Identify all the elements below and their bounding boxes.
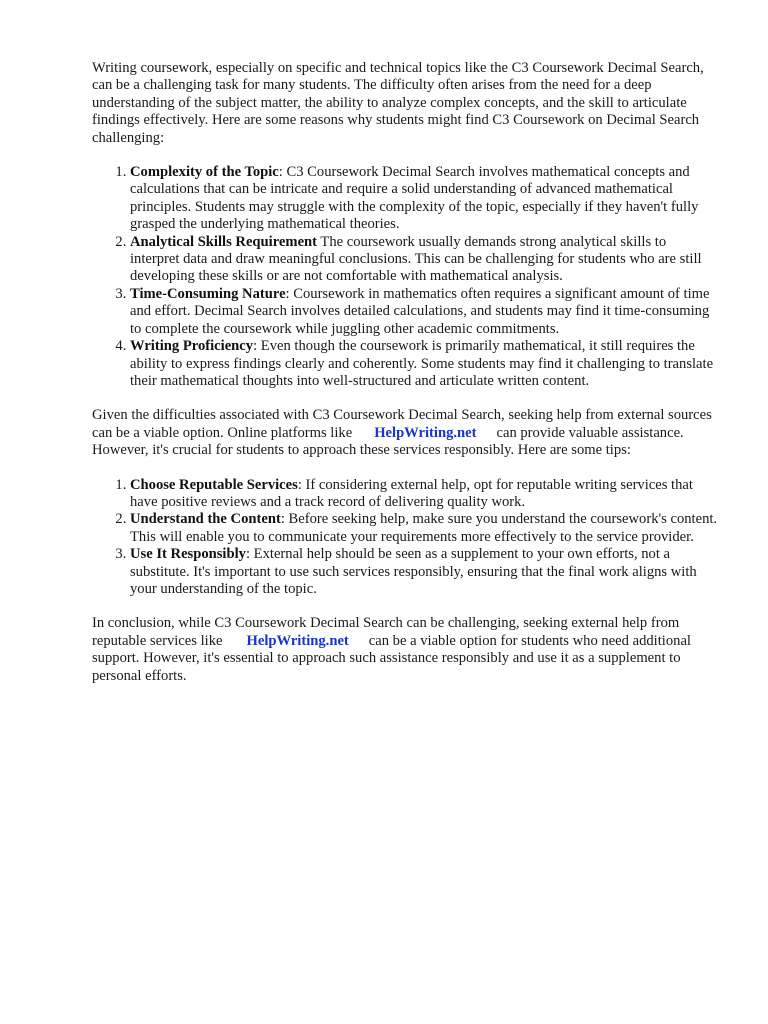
list-item [130,338,718,390]
tip-title: Use It Responsibly [130,546,246,563]
reason-text: : Even though the coursework is primarily mathematical, it still requires the ability to express findings clearly and coherently. Some students may find it challenging to translate their mathematical thoughts into well-structured and articulate written content. [130,338,714,389]
list-item [130,234,718,286]
middle-text-before: Given the difficulties associated with C3 Coursework Decimal Search, seeking help from external sources can be a viable option. Online platforms like [92,407,712,441]
intro-paragraph: Writing coursework, especially on specific and technical topics like the C3 Coursework Decimal Search, can be a challenging task for many students. The difficulty often arises from the need for a deep understanding of the subject matter, the ability to analyze complex concepts, and the skill to articulate findings effectively. Here are some reasons why students might find C3 Coursework on Decimal Search challenging: [92,60,704,146]
reason-text: : Coursework in mathematics often requires a significant amount of time and effort. Decimal Search involves detailed calculations, and students may find it time-consuming to complete the coursework while juggling other academic commitments. [130,285,710,337]
reason-title: Writing Proficiency [130,338,254,355]
document-page [92,60,718,702]
conclusion-text-after: can be a viable option for students who need additional support. However, it's essential to approach such assistance responsibly and use it as a supplement to personal efforts. [92,632,691,684]
tips-list [92,477,718,599]
list-item [130,546,718,598]
tip-title: Choose Reputable Services [130,476,298,493]
tip-text: : External help should be seen as a supplement to your own efforts, not a substitute. It's important to use such services responsibly, ensuring that the final work aligns with your understanding of the topic. [130,546,697,597]
reason-text: The coursework usually demands strong analytical skills to interpret data and draw meaningful conclusions. This can be challenging for students who are still developing these skills or are not comfortable with mathematical analysis. [130,233,702,285]
list-item [130,164,718,234]
list-item [130,511,718,546]
conclusion-paragraph [92,615,718,685]
reason-title: Complexity of the Topic [130,164,279,181]
list-item [130,477,718,512]
reason-title: Time-Consuming Nature [130,285,286,302]
tip-text: : If considering external help, opt for reputable writing services that have positive reviews and a track record of delivering quality work. [130,476,693,510]
conclusion-text-before: In conclusion, while C3 Coursework Decimal Search can be challenging, seeking external help from reputable services like [92,615,680,649]
helpwriting-link-conclusion[interactable]: HelpWriting.net [246,632,349,649]
reasons-list [92,164,718,390]
list-item [130,286,718,338]
middle-text-after: can provide valuable assistance. However, it's crucial for students to approach these services responsibly. Here are some tips: [92,424,684,459]
reason-title: Analytical Skills Requirement [130,233,318,250]
tip-text: : Before seeking help, make sure you understand the coursework's content. This will enable you to communicate your requirements more effectively to the service provider. [130,511,718,545]
reason-text: : C3 Coursework Decimal Search involves mathematical concepts and calculations that can be intricate and require a solid understanding of advanced mathematical principles. Students may struggle with the complexity of the topic, especially if they haven't fully grasped the underlying mathematical theories. [130,164,699,233]
tip-title: Understand the Content [130,511,281,528]
helpwriting-link[interactable]: HelpWriting.net [374,424,477,441]
middle-paragraph [92,407,718,459]
